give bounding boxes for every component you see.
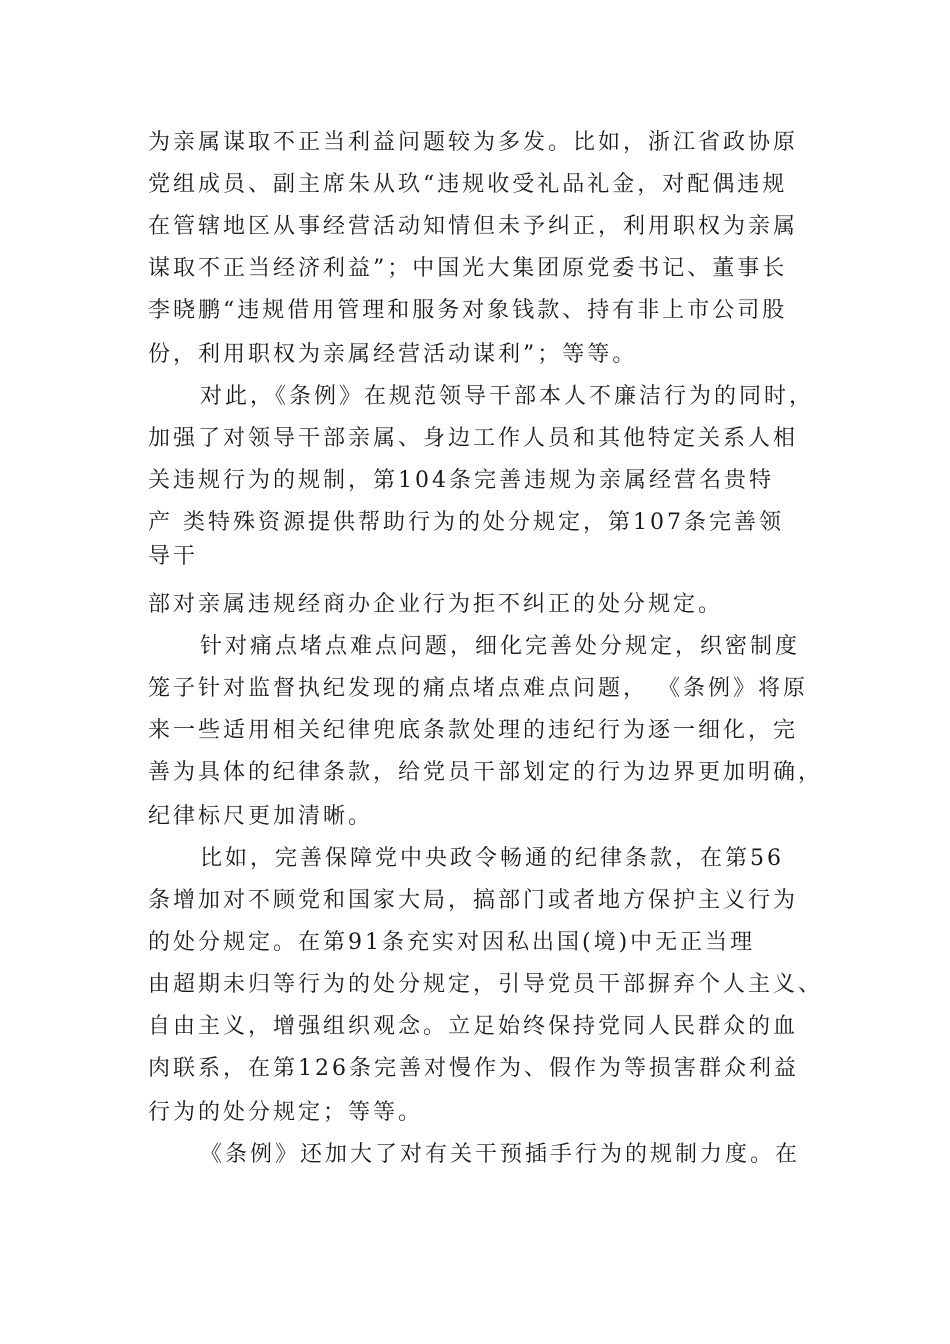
text-line: 笼子针对监督执纪发现的痛点堵点难点问题， 《条例》将原: [148, 676, 808, 701]
text-line: 由超期未归等行为的处分规定，引导党员干部摒弃个人主义、: [148, 972, 824, 997]
text-line: 关违规行为的规制，第104条完善违规为亲属经营名贵特: [148, 468, 774, 493]
text-line: 谋取不正当经济利益”；中国光大集团原党委书记、董事长: [148, 256, 788, 281]
text-line: 产 类特殊资源提供帮助行为的处分规定，第107条完善领: [148, 510, 784, 535]
text-line: 肉联系，在第126条完善对慢作为、假作为等损害群众利益: [148, 1056, 799, 1081]
text-line: 纪律标尺更加清晰。: [148, 804, 374, 829]
text-line: 份，利用职权为亲属经营活动谋利”；等等。: [148, 342, 638, 367]
text-line: 对此，《条例》在规范领导干部本人不廉洁行为的同时，: [200, 384, 815, 409]
text-line: 来一些适用相关纪律兜底条款处理的违纪行为逐一细化，完: [148, 718, 799, 743]
text-line: 部对亲属违规经商办企业行为拒不纠正的处分规定。: [148, 592, 724, 617]
text-line: 的处分规定。在第91条充实对因私出国(境)中无正当理: [148, 930, 756, 955]
text-line: 加强了对领导干部亲属、身边工作人员和其他特定关系人相: [148, 426, 799, 451]
text-line: 自由主义，增强组织观念。立足始终保持党同人民群众的血: [148, 1014, 799, 1039]
text-line: 《条例》还加大了对有关干预插手行为的规制力度。在: [200, 1142, 801, 1167]
text-line: 行为的处分规定；等等。: [148, 1100, 424, 1125]
text-line: 善为具体的纪律条款，给党员干部划定的行为边界更加明确，: [148, 760, 824, 785]
text-line: 针对痛点堵点难点问题，细化完善处分规定，织密制度: [200, 634, 801, 659]
text-line: 李晓鹏“违规借用管理和服务对象钱款、持有非上市公司股: [148, 298, 788, 323]
text-line: 为亲属谋取不正当利益问题较为多发。比如，浙江省政协原: [148, 130, 799, 155]
text-line: 在管辖地区从事经营活动知情但未予纠正，利用职权为亲属: [148, 214, 799, 239]
text-line: 条增加对不顾党和国家大局，搞部门或者地方保护主义行为: [148, 888, 799, 913]
text-line: 党组成员、副主席朱从玖“违规收受礼品礼金，对配偶违规: [148, 172, 788, 197]
text-line: 比如，完善保障党中央政令畅通的纪律条款，在第56: [200, 846, 784, 871]
text-line: 导干: [148, 544, 199, 569]
